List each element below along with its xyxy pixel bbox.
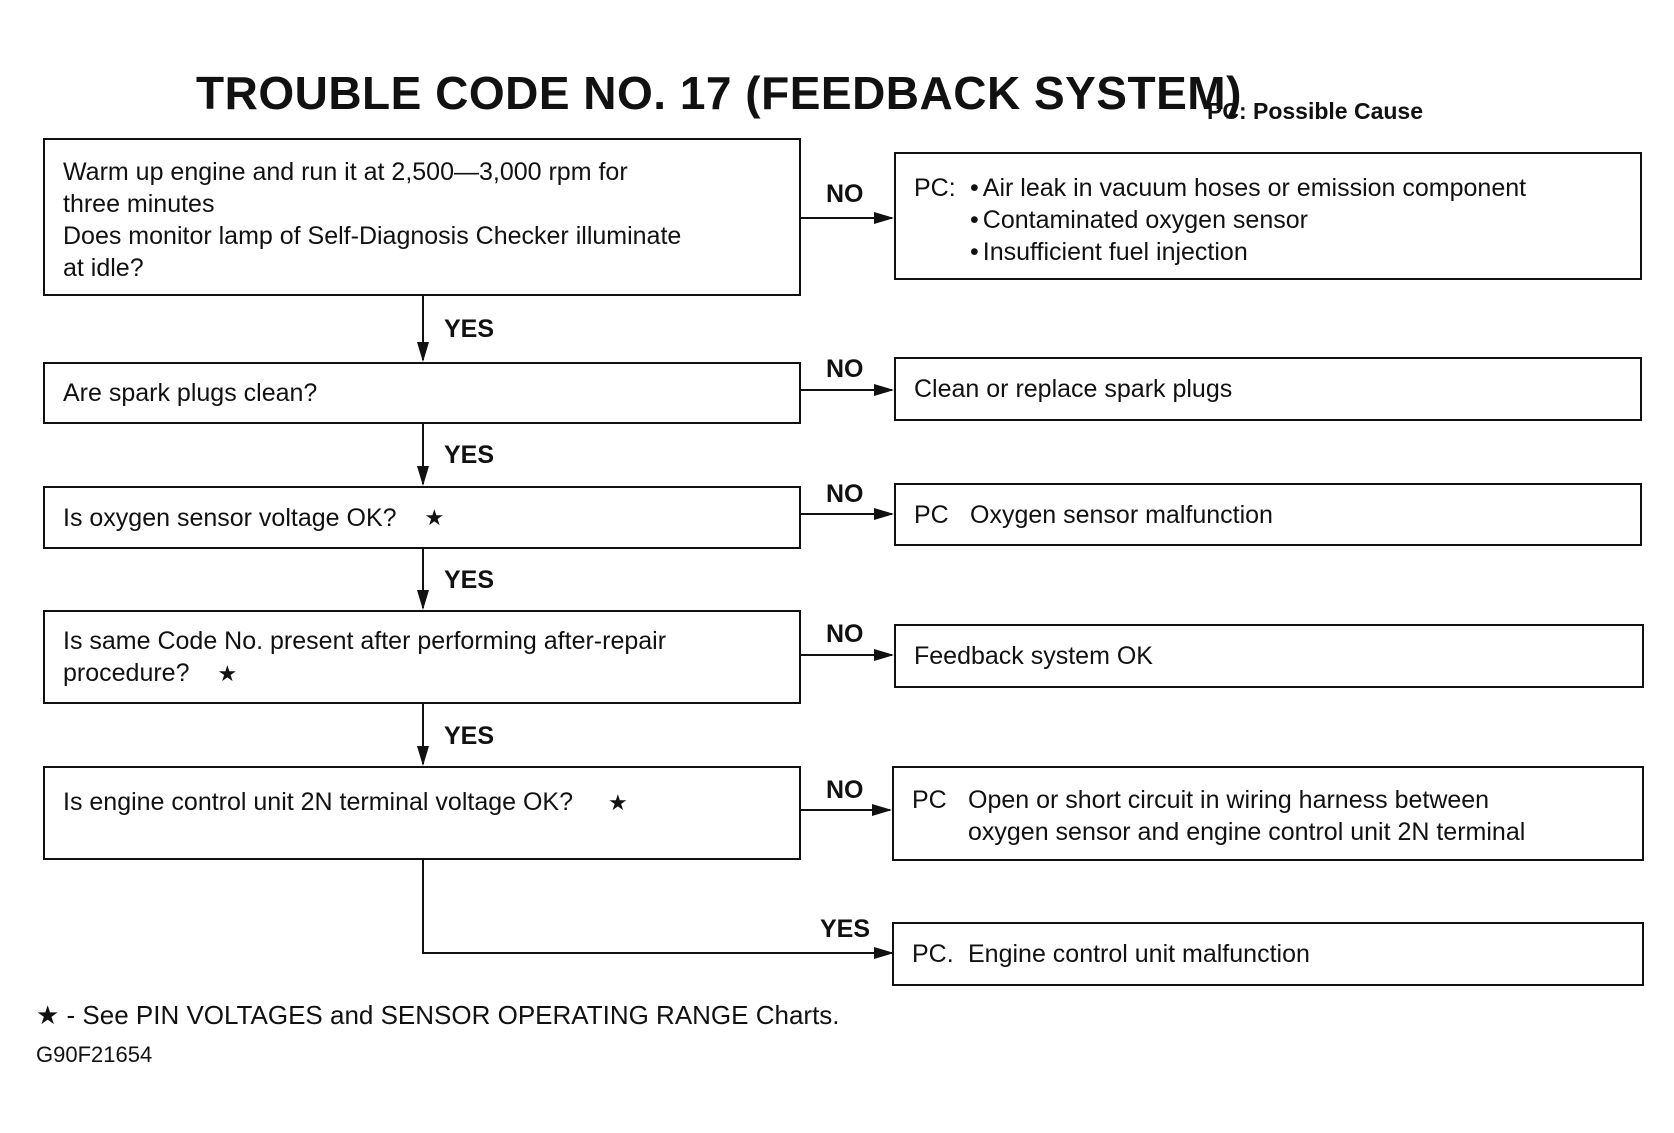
no-label-2: NO [826, 355, 864, 383]
question-1-line-2: three minutes [63, 190, 215, 218]
footnote: ★ - See PIN VOLTAGES and SENSOR OPERATING RANGE Charts. [36, 1000, 840, 1030]
result-box-4 [894, 624, 1644, 688]
pc-prefix-6: PC. [912, 940, 954, 968]
result-4-text: Feedback system OK [914, 642, 1153, 670]
possible-cause-item: • Insufficient fuel injection [970, 236, 1526, 268]
question-box-2 [43, 362, 801, 424]
page-title: TROUBLE CODE NO. 17 (FEEDBACK SYSTEM) [196, 67, 1242, 119]
possible-cause-item: • Contaminated oxygen sensor [970, 204, 1526, 236]
yes-label-1: YES [444, 315, 495, 343]
pc-prefix-1: PC: [914, 174, 956, 202]
result-2-text: Clean or replace spark plugs [914, 375, 1233, 403]
figure-code: G90F21654 [36, 1042, 153, 1067]
result-box-3 [894, 483, 1642, 546]
yes-label-4: YES [444, 722, 495, 750]
question-box-1 [43, 138, 801, 296]
question-3-text: Is oxygen sensor voltage OK? [63, 503, 397, 532]
result-3-text: Oxygen sensor malfunction [970, 500, 1273, 529]
star-icon: ★ [424, 504, 445, 530]
result-box-1 [894, 152, 1642, 280]
question-1-line-1: Warm up engine and run it at 2,500—3,000 rpm for [63, 158, 628, 186]
legend-possible-cause: PC: Possible Cause [1207, 98, 1424, 124]
pc-prefix-5: PC [912, 786, 947, 814]
question-box-3 [43, 486, 801, 549]
question-box-5 [43, 766, 801, 860]
question-5-text: Is engine control unit 2N terminal voltage OK? [63, 788, 573, 816]
question-1-line-4: at idle? [63, 254, 144, 282]
pc-prefix-3: PC [914, 500, 949, 529]
result-6-text: Engine control unit malfunction [968, 940, 1310, 968]
result-box-5 [892, 766, 1644, 861]
question-4-line-1: Is same Code No. present after performing after-repair [63, 627, 667, 655]
question-1-line-3: Does monitor lamp of Self-Diagnosis Checker illuminate [63, 222, 682, 250]
no-label-4: NO [826, 620, 864, 648]
yes-label-3: YES [444, 566, 495, 594]
result-box-2 [894, 357, 1642, 421]
no-label-3: NO [826, 480, 864, 508]
yes-label-5: YES [820, 915, 871, 943]
question-box-4 [43, 610, 801, 704]
result-5-line-1: Open or short circuit in wiring harness between [968, 786, 1490, 814]
result-5-line-2: oxygen sensor and engine control unit 2N terminal [968, 818, 1526, 846]
star-icon: ★ [607, 790, 628, 815]
yes-label-2: YES [444, 441, 495, 469]
possible-cause-item: • Air leak in vacuum hoses or emission component [970, 172, 1526, 204]
result-box-6 [892, 922, 1644, 986]
star-icon: ★ [217, 661, 238, 686]
no-label-1: NO [826, 180, 864, 208]
no-label-5: NO [826, 776, 864, 804]
question-2-text: Are spark plugs clean? [63, 379, 318, 407]
question-4-line-2: procedure? [63, 659, 190, 687]
